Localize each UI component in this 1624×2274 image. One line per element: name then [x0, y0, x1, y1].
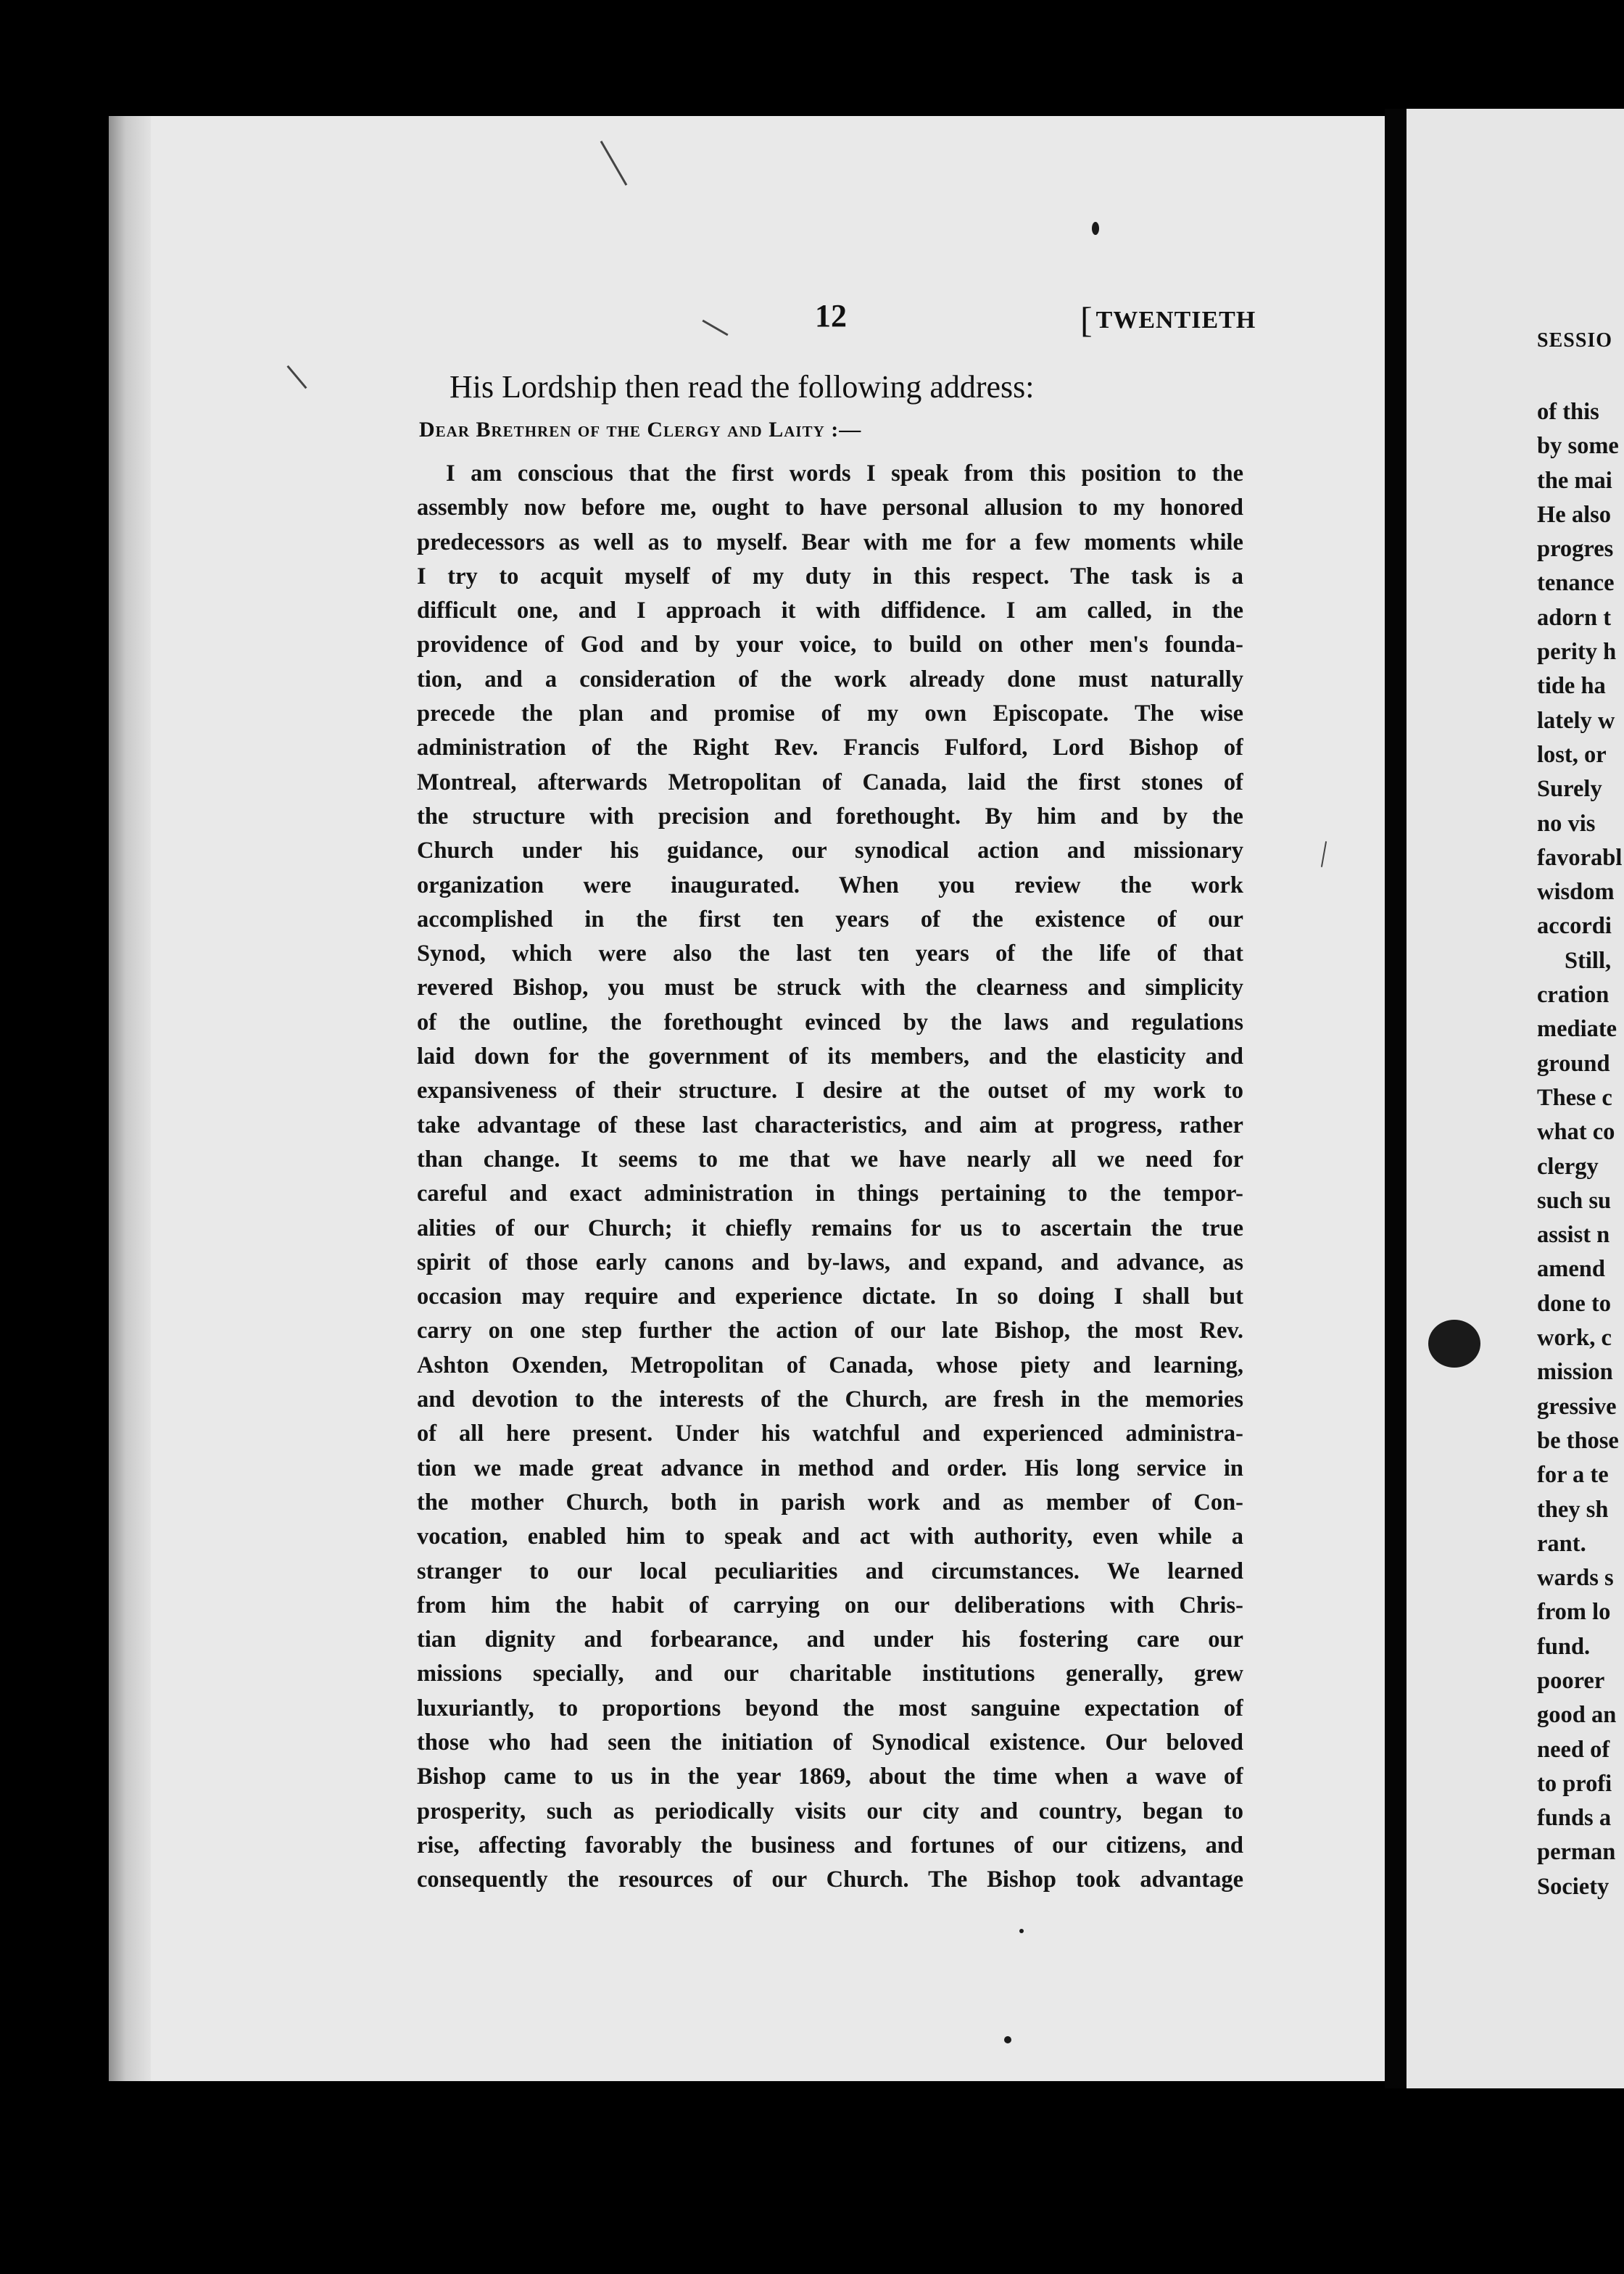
- text-line: Still,: [1565, 947, 1612, 974]
- text-line: Synod, which were also the last ten years of the life of that: [417, 940, 1243, 967]
- text-line: lately w: [1537, 707, 1615, 734]
- text-line: organization were inaugurated. When you review the work: [417, 872, 1243, 898]
- text-line: of all here present. Under his watchful and experienced administra-: [417, 1421, 1243, 1447]
- text-line: funds a: [1537, 1805, 1612, 1832]
- text-line: I am conscious that the first words I speak from this position to the: [446, 460, 1243, 487]
- text-line: luxuriantly, to proportions beyond the most sanguine expectation of: [417, 1695, 1243, 1721]
- text-line: clergy: [1537, 1153, 1599, 1180]
- text-line: accordi: [1537, 913, 1612, 940]
- text-line: He also: [1537, 501, 1612, 528]
- text-line: such su: [1537, 1187, 1612, 1214]
- text-line: perity h: [1537, 639, 1617, 666]
- text-line: alities of our Church; it chiefly remains for us to ascertain the true: [417, 1215, 1243, 1241]
- text-line: no vis: [1537, 810, 1596, 837]
- text-line: for a te: [1537, 1462, 1609, 1489]
- text-line: the mother Church, both in parish work and as member of Con-: [417, 1489, 1243, 1516]
- salutation: Dear Brethren of the Clergy and Laity :—: [419, 418, 862, 442]
- text-line: they sh: [1537, 1496, 1609, 1523]
- running-head-text: TWENTIETH: [1095, 307, 1256, 334]
- text-line: those who had seen the initiation of Synodical existence. Our beloved: [417, 1729, 1243, 1756]
- text-line: accomplished in the first ten years of the existence of our: [417, 906, 1243, 933]
- text-line: Montreal, afterwards Metropolitan of Canada, laid the first stones of: [417, 769, 1243, 795]
- ink-speck: [1004, 2036, 1011, 2043]
- text-line: carry on one step further the action of our late Bishop, the most Rev.: [417, 1318, 1243, 1344]
- text-line: occasion may require and experience dictate. In so doing I shall but: [417, 1283, 1243, 1310]
- text-line: tion, and a consideration of the work already done must naturally: [417, 666, 1243, 692]
- text-line: spirit of those early canons and by-laws, and expand, and advance, as: [417, 1249, 1243, 1275]
- text-line: wisdom: [1537, 879, 1615, 906]
- text-line: Society: [1537, 1873, 1610, 1900]
- text-line: the mai: [1537, 467, 1612, 494]
- text-line: by some: [1537, 433, 1619, 460]
- text-line: prosperity, such as periodically visits our city and country, began to: [417, 1798, 1243, 1824]
- text-line: need of: [1537, 1736, 1610, 1763]
- text-line: consequently the resources of our Church. The Bishop took advantage: [417, 1866, 1243, 1893]
- text-line: fund.: [1537, 1633, 1591, 1660]
- ink-speck: [1092, 222, 1099, 235]
- text-line: I try to acquit myself of my duty in this respect. The task is a: [417, 563, 1243, 590]
- text-line: assembly now before me, ought to have personal allusion to my honored: [417, 495, 1243, 521]
- text-line: adorn t: [1537, 604, 1612, 631]
- text-line: than change. It seems to me that we have nearly all we need for: [417, 1146, 1243, 1173]
- text-line: gressive: [1537, 1393, 1617, 1420]
- text-line: perman: [1537, 1839, 1616, 1866]
- text-line: predecessors as well as to myself. Bear with me for a few moments while: [417, 529, 1243, 555]
- text-line: the structure with precision and forethought. By him and by the: [417, 803, 1243, 830]
- ink-speck: [1019, 1929, 1024, 1933]
- text-line: careful and exact administration in things pertaining to the tempor-: [417, 1181, 1243, 1207]
- text-line: and devotion to the interests of the Church, are fresh in the memories: [417, 1386, 1243, 1413]
- text-line: poorer: [1537, 1667, 1605, 1694]
- text-line: expansiveness of their structure. I desire at the outset of my work to: [417, 1078, 1243, 1104]
- right-page-column: [1537, 395, 1624, 1904]
- page-number: 12: [815, 298, 847, 334]
- text-line: cration: [1537, 982, 1610, 1009]
- page-edge-shadow: [109, 116, 151, 2081]
- text-line: from him the habit of carrying on our deliberations with Chris-: [417, 1592, 1243, 1618]
- text-line: from lo: [1537, 1599, 1611, 1626]
- text-line: revered Bishop, you must be struck with the clearness and simplicity: [417, 975, 1243, 1001]
- intro-line: His Lordship then read the following address:: [450, 369, 1035, 405]
- text-line: work, c: [1537, 1325, 1612, 1352]
- text-line: mediate: [1537, 1016, 1617, 1043]
- text-line: be those: [1537, 1427, 1619, 1454]
- text-line: ground: [1537, 1050, 1610, 1077]
- text-line: providence of God and by your voice, to build on other men's founda-: [417, 632, 1243, 658]
- text-line: precede the plan and promise of my own Episcopate. The wise: [417, 700, 1243, 727]
- text-line: vocation, enabled him to speak and act with authority, even while a: [417, 1523, 1243, 1550]
- running-head: [1080, 299, 1256, 341]
- text-line: favorabl: [1537, 844, 1623, 871]
- text-line: assist n: [1537, 1222, 1610, 1249]
- text-line: done to: [1537, 1290, 1612, 1317]
- text-line: mission: [1537, 1359, 1613, 1386]
- text-line: of this: [1537, 399, 1599, 425]
- text-line: to profi: [1537, 1770, 1612, 1797]
- text-line: tion we made great advance in method and order. His long service in: [417, 1455, 1243, 1481]
- text-line: difficult one, and I approach it with diffidence. I am called, in the: [417, 598, 1243, 624]
- ink-blot: [1428, 1320, 1480, 1368]
- text-line: progres: [1537, 536, 1614, 563]
- text-line: what co: [1537, 1119, 1615, 1146]
- text-line: good an: [1537, 1702, 1617, 1729]
- text-line: These c: [1537, 1084, 1612, 1111]
- text-line: Church under his guidance, our synodical action and missionary: [417, 838, 1243, 864]
- text-line: tenance: [1537, 570, 1615, 597]
- text-line: of the outline, the forethought evinced by the laws and regulations: [417, 1009, 1243, 1035]
- text-line: missions specially, and our charitable institutions generally, grew: [417, 1661, 1243, 1687]
- text-line: laid down for the government of its members, and the elasticity and: [417, 1043, 1243, 1070]
- text-line: take advantage of these last characteristics, and aim at progress, rather: [417, 1112, 1243, 1138]
- text-line: lost, or: [1537, 741, 1607, 768]
- text-line: stranger to our local peculiarities and circumstances. We learned: [417, 1558, 1243, 1584]
- right-running-head: SESSIO: [1537, 329, 1613, 352]
- book-gutter: [1385, 109, 1406, 2088]
- text-line: Bishop came to us in the year 1869, about the time when a wave of: [417, 1764, 1243, 1790]
- text-line: tide ha: [1537, 673, 1606, 700]
- running-head-bracket: [: [1080, 299, 1093, 340]
- text-line: Surely: [1537, 776, 1602, 803]
- text-line: wards s: [1537, 1565, 1614, 1592]
- address-body: [417, 457, 1243, 1897]
- text-line: Ashton Oxenden, Metropolitan of Canada, whose piety and learning,: [417, 1352, 1243, 1378]
- text-line: amend: [1537, 1256, 1605, 1283]
- text-line: rant.: [1537, 1530, 1586, 1557]
- text-line: administration of the Right Rev. Francis Fulford, Lord Bishop of: [417, 735, 1243, 761]
- text-line: tian dignity and forbearance, and under his fostering care our: [417, 1626, 1243, 1653]
- text-line: rise, affecting favorably the business and fortunes of our citizens, and: [417, 1832, 1243, 1859]
